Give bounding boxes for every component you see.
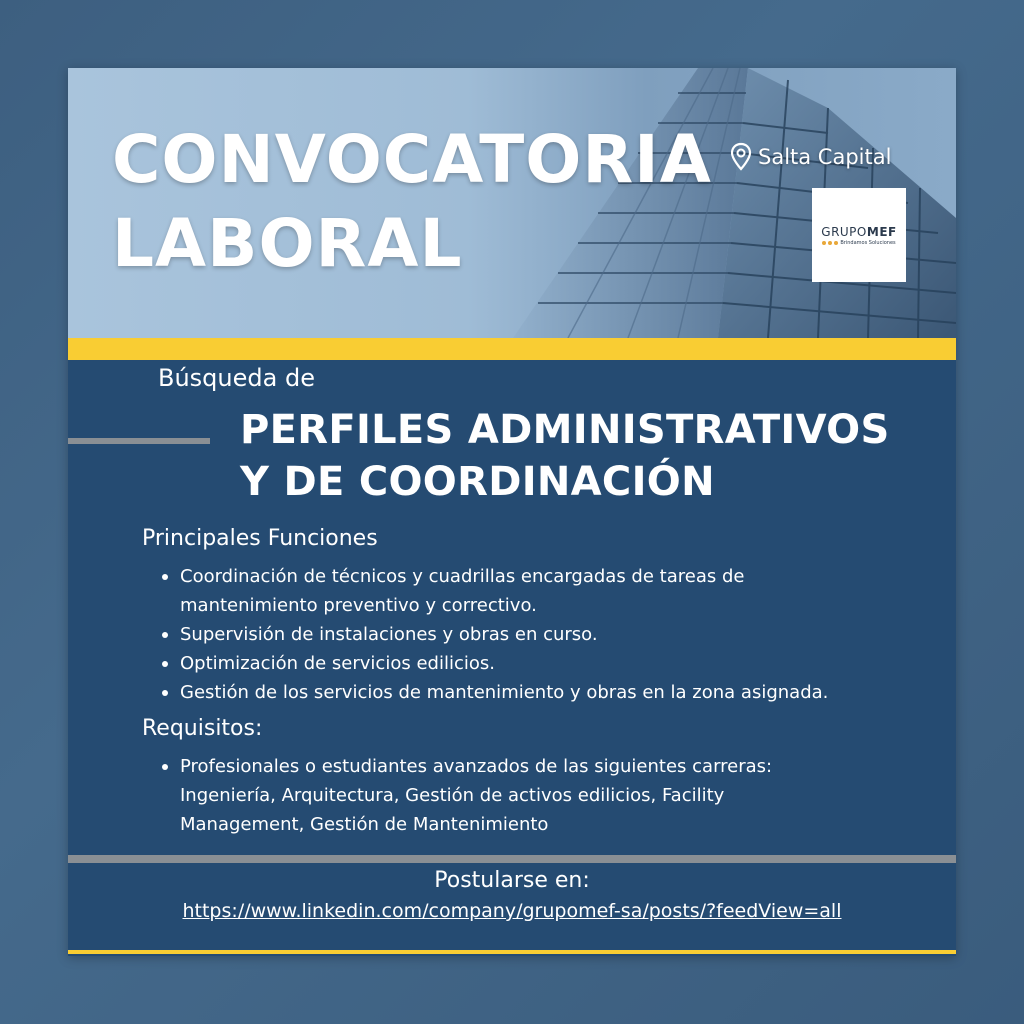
location-text: Salta Capital (758, 145, 892, 169)
list-item: Supervisión de instalaciones y obras en curso. (160, 620, 828, 649)
job-posting-card (68, 68, 956, 956)
list-item: Coordinación de técnicos y cuadrillas encargadas de tareas de (160, 562, 828, 591)
location-tag (730, 142, 891, 172)
list-item: Profesionales o estudiantes avanzados de las siguientes carreras: (160, 752, 772, 781)
list-item-continuation: mantenimiento preventivo y correctivo. (180, 595, 537, 616)
map-pin-icon (730, 142, 752, 172)
functions-list (160, 562, 828, 707)
logo-dot-icon (834, 241, 838, 245)
requirements-heading: Requisitos: (142, 716, 263, 741)
logo-dot-icon (828, 241, 832, 245)
hero-banner (68, 68, 956, 338)
apply-link[interactable]: https://www.linkedin.com/company/grupomef-sa/posts/?feedView=all (182, 900, 842, 922)
apply-label: Postularse en: (434, 868, 590, 893)
hero-title (112, 118, 712, 286)
requirements-list (160, 752, 772, 839)
hero-title-line1: CONVOCATORIA (112, 121, 712, 198)
headline-accent-line (68, 438, 210, 444)
list-item: Optimización de servicios edilicios. (160, 649, 828, 678)
list-item-continuation: Ingeniería, Arquitectura, Gestión de activos edilicios, Facility (180, 785, 725, 806)
hero-title-line2: LABORAL (112, 205, 463, 282)
search-intro: Búsqueda de (158, 364, 315, 392)
accent-divider-top (68, 338, 956, 360)
functions-heading: Principales Funciones (142, 526, 378, 551)
accent-divider-bottom (68, 950, 956, 954)
company-logo (812, 188, 906, 282)
job-headline-line1: PERFILES ADMINISTRATIVOS (240, 407, 890, 453)
logo-dot-icon (822, 241, 826, 245)
job-headline (240, 404, 890, 508)
section-divider (68, 855, 956, 863)
logo-tagline: Brindamos Soluciones (822, 240, 895, 246)
list-item-continuation: Management, Gestión de Mantenimiento (180, 814, 549, 835)
logo-wordmark: GRUPOMEF (821, 224, 897, 239)
job-headline-line2: Y DE COORDINACIÓN (240, 459, 715, 505)
list-item: Gestión de los servicios de mantenimiento y obras en la zona asignada. (160, 678, 828, 707)
